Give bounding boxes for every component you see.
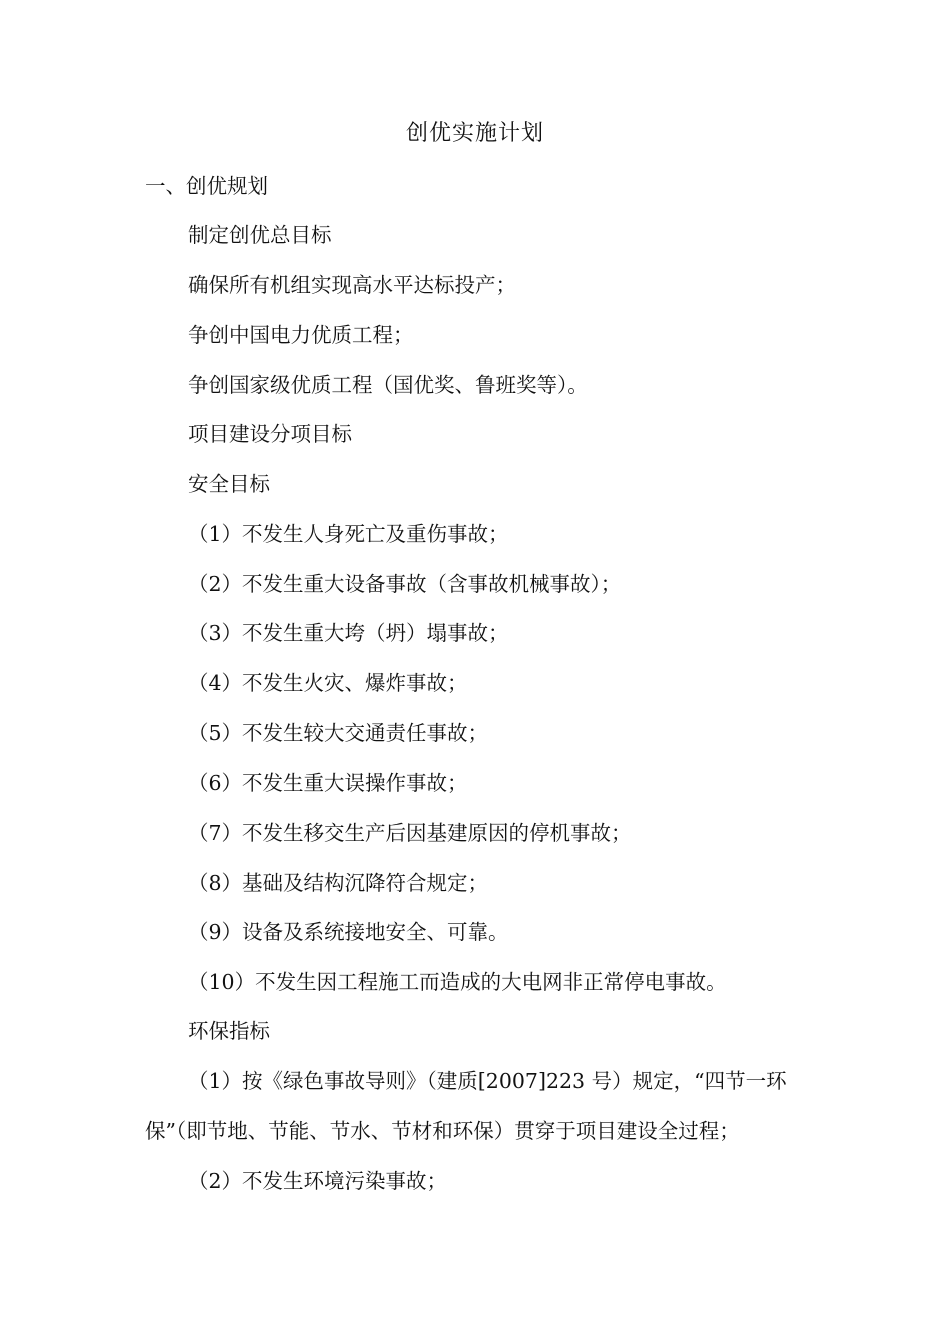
paragraph-line: 项目建设分项目标 [188,422,352,446]
paragraph-line: 环保指标 [188,1019,270,1043]
list-item: （7）不发生移交生产后因基建原因的停机事故； [188,821,632,845]
paragraph-line: 争创国家级优质工程（国优奖、鲁班奖等）。 [188,373,588,397]
paragraph-line: 争创中国电力优质工程； [188,323,414,347]
list-item: （2）不发生环境污染事故； [188,1169,448,1193]
document-title: 创优实施计划 [405,121,544,146]
section-heading-1: 一、创优规划 [145,174,268,198]
list-item: （2）不发生重大设备事故（含事故机械事故）； [188,572,622,596]
paragraph-line: 安全目标 [188,472,270,496]
paragraph-line: 制定创优总目标 [188,223,332,247]
list-item: （4）不发生火灾、爆炸事故； [188,671,468,695]
list-item: （6）不发生重大误操作事故； [188,771,468,795]
list-item: （9）设备及系统接地安全、可靠。 [188,920,509,944]
list-item: （5）不发生较大交通责任事故； [188,721,489,745]
list-item: （1）按《绿色事故导则》（建质[2007]223 号）规定，“四节一环 [188,1069,787,1093]
list-item: （1）不发生人身死亡及重伤事故； [188,522,509,546]
list-item: （10）不发生因工程施工而造成的大电网非正常停电事故。 [188,970,727,994]
list-item: （8）基础及结构沉降符合规定； [188,871,489,895]
list-item: （3）不发生重大垮（坍）塌事故； [188,621,509,645]
paragraph-line: 确保所有机组实现高水平达标投产； [188,273,516,297]
list-item-continuation: 保”（即节地、节能、节水、节材和环保）贯穿于项目建设全过程； [145,1119,740,1143]
